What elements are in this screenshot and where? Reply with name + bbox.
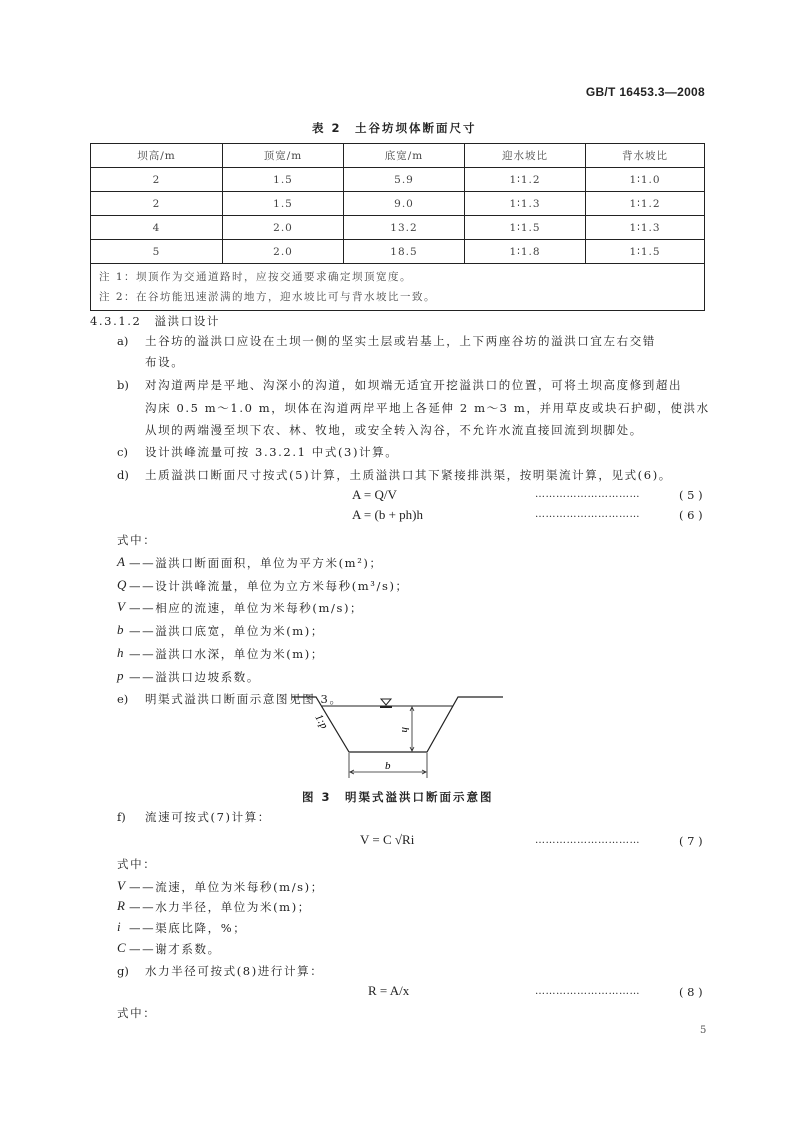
cell: 1∶1.0 bbox=[586, 168, 705, 192]
column-header: 坝高/m bbox=[91, 144, 223, 168]
variable-description: ——相应的流速，单位为米每秒(m/s)； bbox=[129, 601, 364, 615]
item-label: a) bbox=[117, 334, 129, 348]
item-c-text: 设计洪峰流量可按 3.3.2.1 中式(3)计算。 bbox=[145, 445, 399, 459]
variable-symbol: V bbox=[117, 878, 125, 893]
variable-symbol: V bbox=[117, 599, 125, 614]
variable-symbol: R bbox=[117, 898, 125, 913]
variable-description: ——水力半径，单位为米(m)； bbox=[129, 900, 311, 914]
variable-description: ——设计洪峰流量，单位为立方米每秒(m³/s)； bbox=[129, 579, 409, 593]
variable-description: ——谢才系数。 bbox=[129, 942, 221, 956]
equation-number: ( 6 ) bbox=[679, 508, 703, 522]
cell: 1.5 bbox=[223, 192, 344, 216]
leader-dots: ………………………… bbox=[535, 986, 640, 997]
cell: 13.2 bbox=[344, 216, 465, 240]
column-header: 背水坡比 bbox=[586, 144, 705, 168]
table-note: 注 1：坝顶作为交通道路时，应按交通要求确定坝顶宽度。 bbox=[99, 271, 413, 283]
column-header: 顶宽/m bbox=[223, 144, 344, 168]
variable-description: ——渠底比降，%； bbox=[129, 921, 247, 935]
variable-description: ——溢洪口断面面积，单位为平方米(m²)； bbox=[129, 556, 383, 570]
water-level-icon bbox=[381, 699, 391, 705]
cell: 1.5 bbox=[223, 168, 344, 192]
item-g-text: 水力半径可按式(8)进行计算： bbox=[145, 964, 324, 978]
item-a-text: 土谷坊的溢洪口应设在土坝一侧的坚实土层或岩基上，上下两座谷坊的溢洪口宜左右交错 bbox=[145, 334, 656, 348]
cell: 1∶1.3 bbox=[586, 216, 705, 240]
item-b-text: 对沟道两岸是平地、沟深小的沟道，如坝端无适宜开挖溢洪口的位置，可将土坝高度修到超出 bbox=[145, 378, 683, 392]
cell: 2.0 bbox=[223, 216, 344, 240]
equation-number: ( 7 ) bbox=[679, 834, 703, 848]
variable-symbol: C bbox=[117, 940, 126, 955]
variable-description: ——溢洪口边坡系数。 bbox=[129, 670, 260, 684]
variable-symbol: i bbox=[117, 919, 121, 934]
column-header: 迎水坡比 bbox=[465, 144, 586, 168]
item-label: c) bbox=[117, 445, 128, 459]
where-label: 式中： bbox=[117, 1006, 157, 1020]
cell: 1∶1.8 bbox=[465, 240, 586, 264]
leader-dots: ………………………… bbox=[535, 835, 640, 846]
item-a-text: 布设。 bbox=[145, 355, 185, 369]
equation-7: V = C √Ri bbox=[360, 832, 415, 847]
cell: 2 bbox=[91, 168, 223, 192]
item-label: b) bbox=[117, 378, 129, 392]
cell: 1∶1.2 bbox=[586, 192, 705, 216]
variable-symbol: Q bbox=[117, 577, 127, 592]
item-label: d) bbox=[117, 468, 129, 482]
cell: 1∶1.2 bbox=[465, 168, 586, 192]
where-label: 式中： bbox=[117, 533, 157, 547]
cell: 5.9 bbox=[344, 168, 465, 192]
equation-number: ( 5 ) bbox=[679, 488, 703, 502]
item-label: g) bbox=[117, 964, 129, 978]
variable-description: ——溢洪口水深，单位为米(m)； bbox=[129, 647, 324, 661]
variable-symbol: p bbox=[117, 668, 124, 683]
variable-description: ——流速，单位为米每秒(m/s)； bbox=[129, 880, 324, 894]
item-b-text: 沟床 0.5 m～1.0 m，坝体在沟道两岸平地上各延伸 2 m～3 m，并用草皮或块石护砌，使洪水 bbox=[145, 401, 710, 415]
slope-label: 1:p bbox=[312, 712, 331, 732]
variable-description: ——溢洪口底宽，单位为米(m)； bbox=[129, 624, 324, 638]
cell: 1∶1.5 bbox=[465, 216, 586, 240]
depth-label: h bbox=[399, 727, 411, 733]
cell: 5 bbox=[91, 240, 223, 264]
equation-5: A = Q/V bbox=[352, 487, 397, 502]
item-label: f) bbox=[117, 810, 126, 824]
cell: 2 bbox=[91, 192, 223, 216]
cell: 2.0 bbox=[223, 240, 344, 264]
cell: 18.5 bbox=[344, 240, 465, 264]
leader-dots: ………………………… bbox=[535, 509, 640, 520]
item-f-text: 流速可按式(7)计算： bbox=[145, 810, 271, 824]
variable-symbol: b bbox=[117, 622, 124, 637]
table-note: 注 2：在谷坊能迅速淤满的地方，迎水坡比可与背水坡比一致。 bbox=[99, 291, 437, 303]
section-heading: 4.3.1.2 溢洪口设计 bbox=[90, 314, 221, 328]
width-label: b bbox=[385, 760, 391, 772]
leader-dots: ………………………… bbox=[535, 489, 640, 500]
item-b-text: 从坝的两端漫至坝下农、林、牧地，或安全转入沟谷，不允许水流直接回流到坝脚处。 bbox=[145, 423, 643, 437]
item-e-text: 明渠式溢洪口断面示意图见图 3。 bbox=[145, 692, 343, 706]
cell: 1∶1.3 bbox=[465, 192, 586, 216]
item-label: e) bbox=[117, 692, 129, 706]
table-title: 表 2 土谷坊坝体断面尺寸 bbox=[312, 121, 477, 135]
standard-number: GB/T 16453.3—2008 bbox=[585, 85, 705, 99]
page-number: 5 bbox=[700, 1025, 707, 1036]
item-d-text: 土质溢洪口断面尺寸按式(5)计算，土质溢洪口其下紧接排洪渠，按明渠流计算，见式(6)。 bbox=[145, 468, 672, 482]
where-label: 式中： bbox=[117, 857, 157, 871]
variable-symbol: h bbox=[117, 645, 124, 660]
column-header: 底宽/m bbox=[344, 144, 465, 168]
figure-caption: 图 3 明渠式溢洪口断面示意图 bbox=[302, 790, 494, 804]
equation-number: ( 8 ) bbox=[679, 985, 703, 999]
cell: 1∶1.5 bbox=[586, 240, 705, 264]
cell: 9.0 bbox=[344, 192, 465, 216]
equation-8: R = A/x bbox=[368, 983, 410, 998]
variable-symbol: A bbox=[117, 554, 125, 569]
equation-6: A = (b + ph)h bbox=[352, 507, 423, 522]
cell: 4 bbox=[91, 216, 223, 240]
